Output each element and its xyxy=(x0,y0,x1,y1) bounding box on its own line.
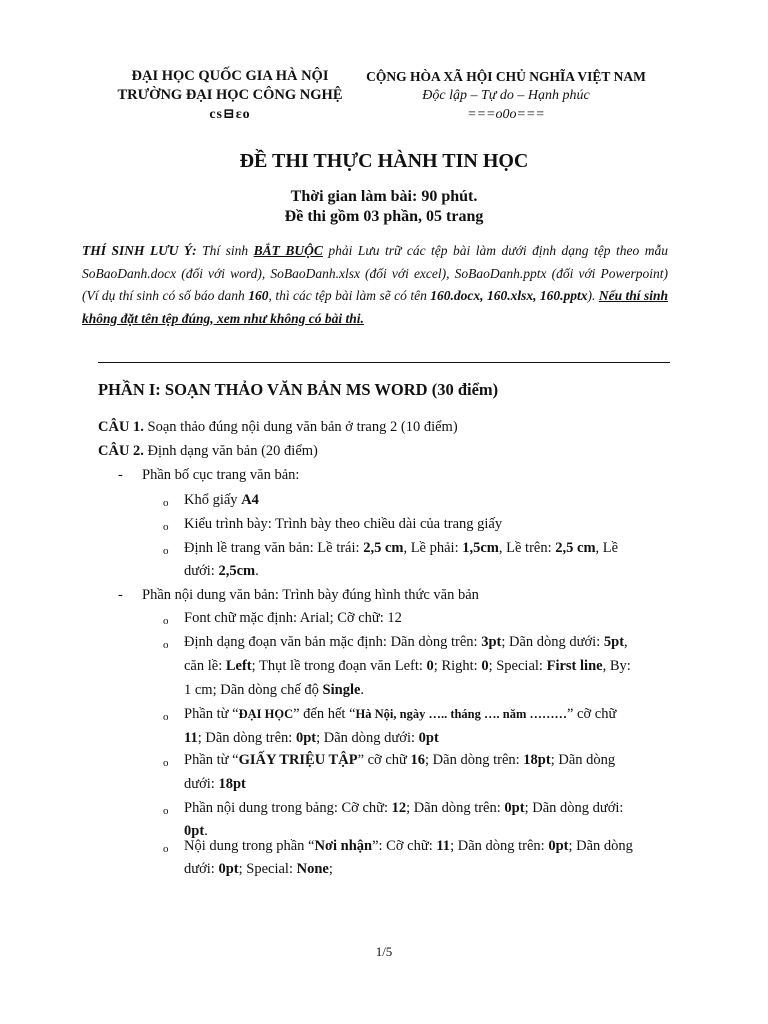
list-item: Định lề trang văn bản: Lề trái: 2,5 cm, Lề phải: 1,5cm, Lề trên: 2,5 cm, Lề xyxy=(184,540,619,556)
list-item: Phần từ “GIẤY TRIỆU TẬP” cỡ chữ 16; Dãn dòng trên: 18pt; Dãn dòng xyxy=(184,752,616,768)
exam-title: ĐỀ THI THỰC HÀNH TIN HỌC xyxy=(239,150,529,172)
national-motto-header xyxy=(356,67,656,124)
list-item: Font chữ mặc định: Arial; Cỡ chữ: 12 xyxy=(184,610,402,626)
motto: Độc lập – Tự do – Hạnh phúc xyxy=(422,88,590,103)
candidate-note: THÍ SINH LƯU Ý: Thí sinh BẮT BUỘC phải Lưu trữ các tệp bài làm dưới định dạng tệp theo mẫu SoBaoDanh.docx (đối với word), SoBaoDanh.xlsx (đối với excel), SoBaoDanh.pptx (đối với Powerpoint) (Ví dụ thí sinh có số báo danh 160, thì các tệp bài làm sẽ có tên 160.docx, 160.xlsx, 160.pptx). Nếu thí sinh không đặt tên tệp đúng, xem như không có bài thi. xyxy=(82,243,668,326)
list-item-continued: dưới: 2,5cm. xyxy=(184,563,259,579)
list-item: Định dạng đoạn văn bản mặc định: Dãn dòng trên: 3pt; Dãn dòng dưới: 5pt, xyxy=(184,634,628,650)
note-label: THÍ SINH LƯU Ý: xyxy=(82,243,197,258)
bullet-icon: o xyxy=(163,711,169,723)
note-must: BẮT BUỘC xyxy=(253,243,323,258)
list-item-continued: dưới: 18pt xyxy=(184,776,246,792)
country-name: CỘNG HÒA XÃ HỘI CHỦ NGHĨA VIỆT NAM xyxy=(366,69,646,84)
list-item: Kiểu trình bày: Trình bày theo chiều dài của trang giấy xyxy=(184,516,503,532)
bullet-icon: o xyxy=(163,615,169,627)
list-item-continued: căn lề: Left; Thụt lề trong đoạn văn Left: 0; Right: 0; Special: First line, By: xyxy=(184,658,631,674)
note-warning: Nếu thí sinh không đặt tên tệp đúng, xem như không có bài thi. xyxy=(82,288,668,326)
university-name: ĐẠI HỌC QUỐC GIA HÀ NỘI xyxy=(131,68,329,84)
page-number: 1/5 xyxy=(375,944,393,959)
bullet-icon: o xyxy=(163,639,169,651)
university-header xyxy=(96,67,364,124)
motto-divider: ===o0o=== xyxy=(467,107,545,122)
list-item: Khổ giấy A4 xyxy=(184,492,259,508)
list-item-continued: 11; Dãn dòng trên: 0pt; Dãn dòng dưới: 0pt xyxy=(184,730,439,746)
list-item-continued: dưới: 0pt; Special: None; xyxy=(184,861,333,877)
bullet-icon: o xyxy=(163,843,169,855)
bullet-icon: o xyxy=(163,757,169,769)
dash-bullet: - xyxy=(118,467,123,483)
exam-duration: Thời gian làm bài: 90 phút. xyxy=(290,188,478,205)
exam-pages: Đề thi gồm 03 phần, 05 trang xyxy=(284,208,484,225)
list-item-continued: 0pt. xyxy=(184,823,208,839)
horizontal-rule xyxy=(98,362,670,363)
question-1: CÂU 1. Soạn thảo đúng nội dung văn bản ở trang 2 (10 điểm) xyxy=(98,419,458,435)
layout-heading: Phần bố cục trang văn bản: xyxy=(142,467,300,483)
bullet-icon: o xyxy=(163,521,169,533)
bullet-icon: o xyxy=(163,805,169,817)
bullet-icon: o xyxy=(163,545,169,557)
list-item: Nội dung trong phần “Nơi nhận”: Cỡ chữ: 11; Dãn dòng trên: 0pt; Dãn dòng xyxy=(184,838,633,854)
bullet-icon: o xyxy=(163,497,169,509)
section-heading: PHẦN I: SOẠN THẢO VĂN BẢN MS WORD (30 điểm) xyxy=(98,380,499,399)
question-2: CÂU 2. Định dạng văn bản (20 điểm) xyxy=(98,443,318,459)
ornament-divider: cs⊟ɛo xyxy=(209,107,251,122)
dash-bullet: - xyxy=(118,587,123,603)
list-item-continued: 1 cm; Dãn dòng chế độ Single. xyxy=(184,682,365,698)
content-heading: Phần nội dung văn bản: Trình bày đúng hình thức văn bản xyxy=(142,587,479,603)
list-item: Phần nội dung trong bảng: Cỡ chữ: 12; Dãn dòng trên: 0pt; Dãn dòng dưới: xyxy=(184,800,624,816)
list-item: Phần từ “ĐẠI HỌC” đến hết “Hà Nội, ngày ….. tháng …. năm ………” cỡ chữ xyxy=(184,706,617,722)
faculty-name: TRƯỜNG ĐẠI HỌC CÔNG NGHỆ xyxy=(117,87,343,103)
